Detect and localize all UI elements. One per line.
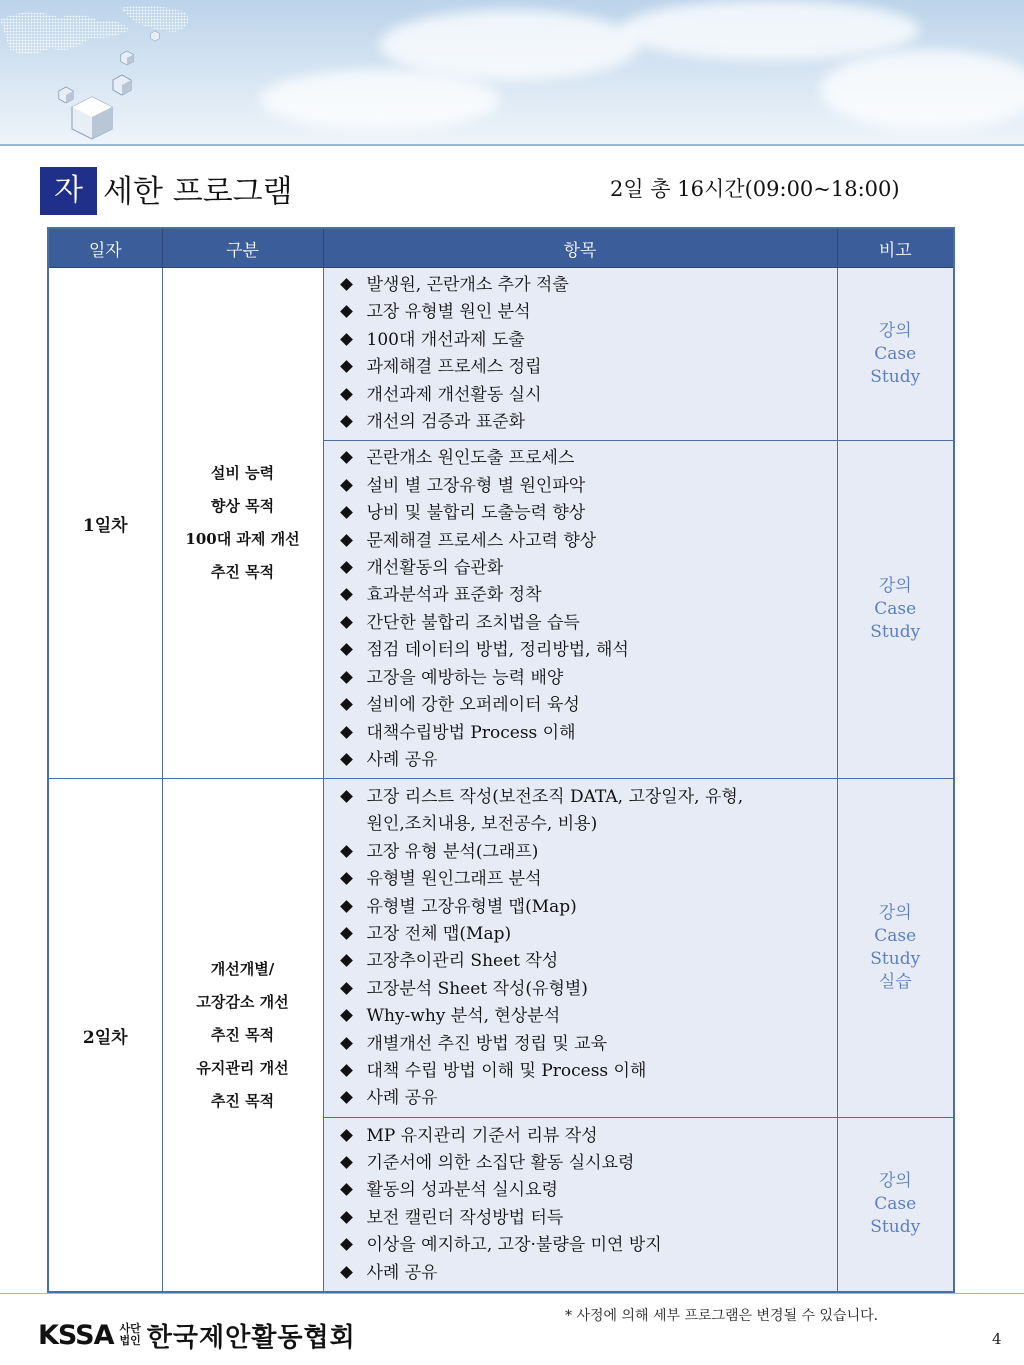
category-line: 추진 목적: [210, 1091, 275, 1110]
list-item: 대책수립방법 Process 이해: [338, 720, 827, 747]
header-category: 구분: [162, 228, 323, 268]
cube-icon: [58, 86, 74, 104]
category-line: 개선개별/: [210, 959, 275, 978]
list-item: 유형별 고장유형별 맵(Map): [338, 894, 827, 921]
note-line: Study: [870, 949, 921, 970]
program-table: [47, 227, 955, 1293]
list-item-line: 고장 리스트 작성(보전조직 DATA, 고장일자, 유형,: [366, 786, 744, 807]
list-item: 효과분석과 표준화 정착: [338, 582, 827, 609]
list-item: 고장을 예방하는 능력 배양: [338, 665, 827, 692]
note-cell: [837, 1118, 954, 1293]
list-item: MP 유지관리 기준서 리뷰 작성: [338, 1123, 827, 1150]
table-header-row: [48, 228, 954, 268]
list-item: 문제해결 프로세스 사고력 향상: [338, 528, 827, 555]
category-line: 향상 목적: [210, 497, 275, 516]
list-item: 대책 수립 방법 이해 및 Process 이해: [338, 1058, 827, 1085]
list-item: 기준서에 의한 소집단 활동 실시요령: [338, 1150, 827, 1177]
note-line: Study: [870, 366, 921, 387]
cloud-decoration: [620, 0, 920, 60]
note-line: 강의: [878, 320, 912, 341]
category-line: 설비 능력: [210, 464, 275, 483]
world-map-icon: [0, 0, 200, 90]
list-item: 고장 유형별 원인 분석: [338, 299, 827, 326]
cube-icon: [70, 95, 114, 141]
list-item: [338, 784, 827, 839]
cloud-decoration: [260, 70, 500, 130]
header-divider: [0, 144, 1024, 146]
list-item: 사례 공유: [338, 1260, 827, 1287]
note-line: Case: [874, 926, 917, 947]
items-cell: [323, 268, 837, 441]
category-line: 100대 과제 개선: [185, 530, 300, 549]
list-item: 곤란개소 원인도출 프로세스: [338, 445, 827, 472]
footer-divider: [0, 1293, 1024, 1294]
note-line: Case: [874, 599, 917, 620]
note-line: 강의: [878, 903, 912, 924]
list-item: 개선과제 개선활동 실시: [338, 382, 827, 409]
list-item: 고장추이관리 Sheet 작성: [338, 948, 827, 975]
cloud-decoration: [820, 50, 1024, 130]
cloud-decoration: [380, 10, 640, 80]
list-item: 보전 캘린더 작성방법 터득: [338, 1205, 827, 1232]
category-line: 추진 목적: [210, 1025, 275, 1044]
header-items: 항목: [323, 228, 837, 268]
note-line: Study: [870, 622, 921, 643]
list-item: 활동의 성과분석 실시요령: [338, 1177, 827, 1204]
note-line: 강의: [878, 1171, 912, 1192]
note-cell: [837, 268, 954, 441]
page-number: 4: [992, 1330, 1002, 1348]
logo-organization-name: 한국제안활동협회: [146, 1322, 356, 1353]
cube-icon: [112, 74, 132, 96]
category-cell: [162, 779, 323, 1293]
note-line: Case: [874, 343, 917, 364]
logo-legal-status: [120, 1323, 141, 1347]
list-item: 개별개선 추진 방법 정립 및 교육: [338, 1031, 827, 1058]
list-item: 고장분석 Sheet 작성(유형별): [338, 976, 827, 1003]
item-list: [338, 1123, 827, 1287]
footnote: * 사정에 의해 세부 프로그램은 변경될 수 있습니다.: [565, 1308, 879, 1324]
list-item-line: 원인,조치내용, 보전공수, 비용): [366, 814, 598, 835]
header-note: 비고: [837, 228, 954, 268]
page-title: 세한 프로그램: [103, 174, 293, 210]
list-item: 사례 공유: [338, 747, 827, 774]
list-item: 개선활동의 습관화: [338, 555, 827, 582]
header-day: 일자: [48, 228, 162, 268]
item-list: [338, 272, 827, 436]
list-item: 과제해결 프로세스 정립: [338, 354, 827, 381]
note-line: 실습: [878, 972, 912, 993]
cube-icon: [120, 50, 134, 66]
note-line: Case: [874, 1194, 917, 1215]
list-item: 고장 유형 분석(그래프): [338, 839, 827, 866]
list-item: 100대 개선과제 도출: [338, 327, 827, 354]
category-cell: [162, 268, 323, 779]
items-cell: [323, 441, 837, 779]
note-line: 강의: [878, 576, 912, 597]
note-cell: [837, 441, 954, 779]
list-item: Why-why 분석, 현상분석: [338, 1003, 827, 1030]
cube-icon: [150, 30, 160, 42]
category-line: 고장감소 개선: [196, 992, 289, 1011]
note-line: Study: [870, 1217, 921, 1238]
organization-logo: [38, 1318, 356, 1352]
list-item: 사례 공유: [338, 1085, 827, 1112]
table-row: [48, 779, 954, 1118]
list-item: 낭비 및 불합리 도출능력 향상: [338, 500, 827, 527]
list-item: 점검 데이터의 방법, 정리방법, 해석: [338, 637, 827, 664]
category-line: 유지관리 개선: [196, 1058, 289, 1077]
header-banner: [0, 0, 1024, 144]
title-box: 자: [40, 167, 97, 215]
items-cell: [323, 779, 837, 1118]
schedule-summary: 2일 총 16시간(09:00~18:00): [610, 177, 900, 201]
list-item: 개선의 검증과 표준화: [338, 409, 827, 436]
list-item: 유형별 원인그래프 분석: [338, 866, 827, 893]
items-cell: [323, 1118, 837, 1293]
list-item: 설비 별 고장유형 별 원인파악: [338, 473, 827, 500]
list-item: 발생원, 곤란개소 추가 적출: [338, 272, 827, 299]
list-item: 이상을 예지하고, 고장·불량을 미연 방지: [338, 1232, 827, 1259]
item-list: [338, 784, 827, 1113]
day-cell: 1일차: [48, 268, 162, 779]
list-item: 설비에 강한 오퍼레이터 육성: [338, 692, 827, 719]
logo-small-line: 사단: [119, 1322, 141, 1335]
category-line: 추진 목적: [210, 563, 275, 582]
logo-abbreviation: KSSA: [38, 1319, 114, 1351]
table-row: [48, 268, 954, 441]
list-item: 고장 전체 맵(Map): [338, 921, 827, 948]
logo-small-line: 법인: [119, 1334, 141, 1347]
day-cell: 2일차: [48, 779, 162, 1293]
list-item: 간단한 불합리 조치법을 습득: [338, 610, 827, 637]
note-cell: [837, 779, 954, 1118]
item-list: [338, 445, 827, 774]
